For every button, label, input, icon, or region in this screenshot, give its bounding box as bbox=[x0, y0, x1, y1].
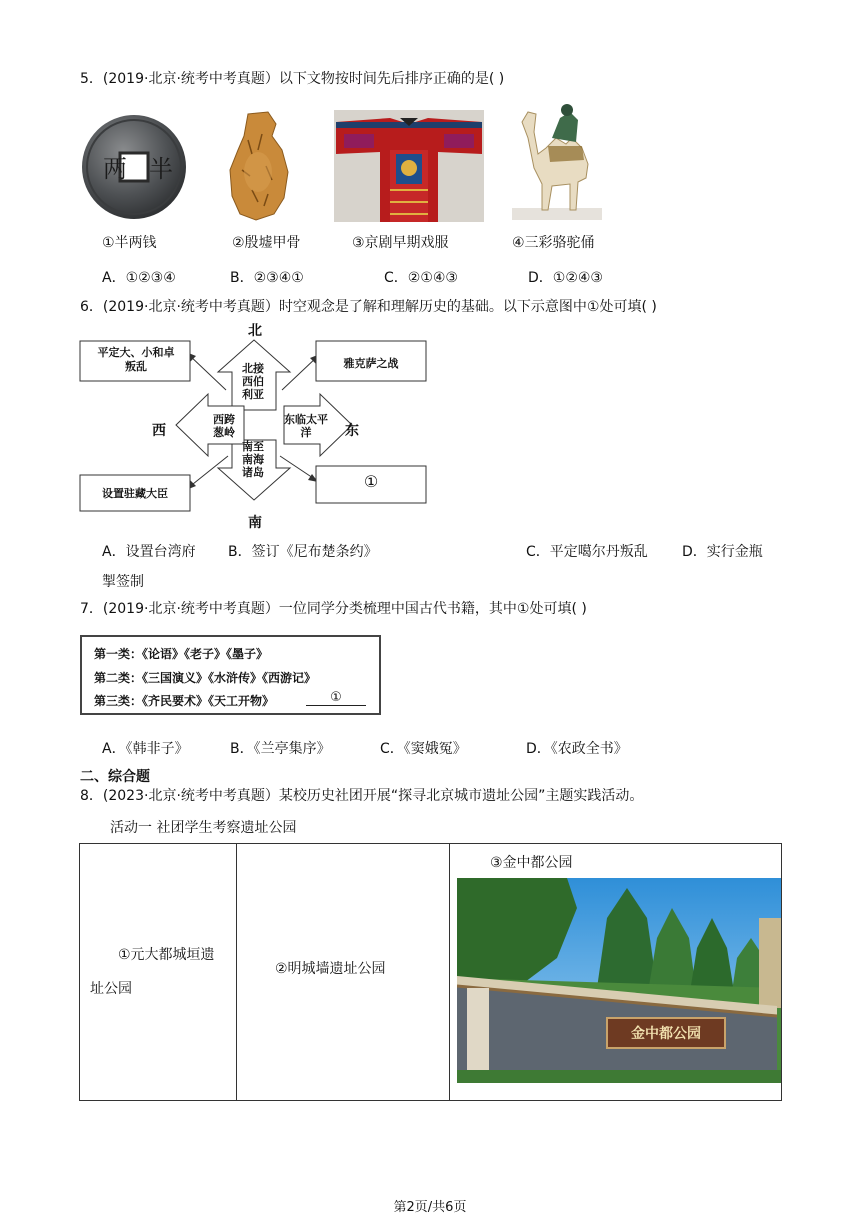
dir-south: 南 bbox=[248, 515, 262, 531]
box-nw bbox=[82, 346, 190, 374]
question-5-stem: 5．(2019·北京·统考中考真题）以下文物按时间先后排序正确的是( ) bbox=[80, 71, 505, 87]
dir-west: 西 bbox=[152, 423, 166, 439]
q7-option-c[interactable]: C．《窦娥冤》 bbox=[380, 741, 467, 757]
activity-1-label: 活动一 社团学生考察遗址公园 bbox=[110, 820, 297, 836]
q7-option-b[interactable]: B．《兰亭集序》 bbox=[230, 741, 331, 757]
books-blank: ① bbox=[306, 690, 366, 706]
section-2-title: 二、综合题 bbox=[80, 769, 150, 785]
opera-costume-image bbox=[334, 110, 484, 222]
arrow-south-text: 南至南海诸岛 bbox=[242, 440, 264, 479]
park-cell-2 bbox=[237, 844, 450, 1101]
q6-option-d[interactable]: D．实行金瓶 bbox=[682, 544, 763, 560]
question-6-stem: 6．(2019·北京·统考中考真题）时空观念是了解和理解历史的基础。以下示意图中①处可填( ) bbox=[80, 299, 657, 315]
q6-option-d-wrap: 掣签制 bbox=[102, 574, 144, 590]
arrow-north-text: 北接西伯利亚 bbox=[242, 362, 264, 401]
jinzhongdu-park-photo bbox=[457, 878, 781, 1083]
park-cell-1 bbox=[80, 844, 237, 1101]
box-sw: 设置驻藏大臣 bbox=[102, 487, 168, 500]
books-box bbox=[80, 635, 381, 715]
q6-option-a[interactable]: A．设置台湾府 bbox=[102, 544, 196, 560]
question-7-stem: 7．(2019·北京·统考中考真题）一位同学分类梳理中国古代书籍，其中①处可填( ) bbox=[80, 601, 587, 617]
q5-option-d[interactable]: D．①②④③ bbox=[528, 270, 603, 286]
box-se-blank: ① bbox=[363, 472, 379, 491]
box-nw-line2: 叛乱 bbox=[125, 360, 147, 373]
caption-1: ①半两钱 bbox=[102, 235, 157, 251]
q5-option-b[interactable]: B．②③④① bbox=[230, 270, 304, 286]
banliang-coin-image bbox=[81, 114, 187, 220]
dir-north: 北 bbox=[248, 323, 262, 339]
q7-option-d[interactable]: D．《农政全书》 bbox=[526, 741, 628, 757]
dir-east: 东 bbox=[345, 423, 359, 439]
arrow-west-text: 西跨葱岭 bbox=[213, 413, 235, 439]
caption-4: ④三彩骆驼俑 bbox=[512, 235, 595, 251]
tricolor-camel-image bbox=[512, 98, 602, 224]
oracle-bone-image bbox=[228, 110, 290, 222]
park-cell-2-text: ②明城墙遗址公园 bbox=[275, 961, 386, 977]
caption-3: ③京剧早期戏服 bbox=[352, 235, 449, 251]
question-8-stem: 8．(2023·北京·统考中考真题）某校历史社团开展“探寻北京城市遗址公园”主题实践活动。 bbox=[80, 788, 644, 804]
q7-option-a[interactable]: A．《韩非子》 bbox=[102, 741, 189, 757]
park-cell-3-text: ③金中都公园 bbox=[490, 855, 573, 871]
books-line-3: 第三类：《齐民要术》《天工开物》 bbox=[94, 694, 275, 708]
arrow-east-text: 东临太平洋 bbox=[284, 413, 328, 439]
page-footer: 第2页/共6页 bbox=[393, 1200, 467, 1215]
q5-option-c[interactable]: C．②①④③ bbox=[384, 270, 458, 286]
park-sign-text: 金中都公园 bbox=[631, 1026, 701, 1042]
q5-option-a[interactable]: A．①②③④ bbox=[102, 270, 176, 286]
books-line-1: 第一类：《论语》《老子》《墨子》 bbox=[94, 647, 269, 661]
books-line-2: 第二类：《三国演义》《水浒传》《西游记》 bbox=[94, 671, 317, 685]
park-cell-1-line1: ①元大都城垣遗 bbox=[118, 947, 215, 963]
coin-char-right: 半 bbox=[149, 155, 173, 183]
coin-char-left: 两 bbox=[103, 155, 127, 183]
q6-option-b[interactable]: B．签订《尼布楚条约》 bbox=[228, 544, 378, 560]
caption-2: ②殷墟甲骨 bbox=[232, 235, 301, 251]
q6-option-c[interactable]: C．平定噶尔丹叛乱 bbox=[526, 544, 648, 560]
box-nw-line1: 平定大、小和卓 bbox=[97, 346, 175, 359]
box-ne: 雅克萨之战 bbox=[343, 357, 399, 370]
park-cell-1-line2: 址公园 bbox=[90, 981, 132, 997]
